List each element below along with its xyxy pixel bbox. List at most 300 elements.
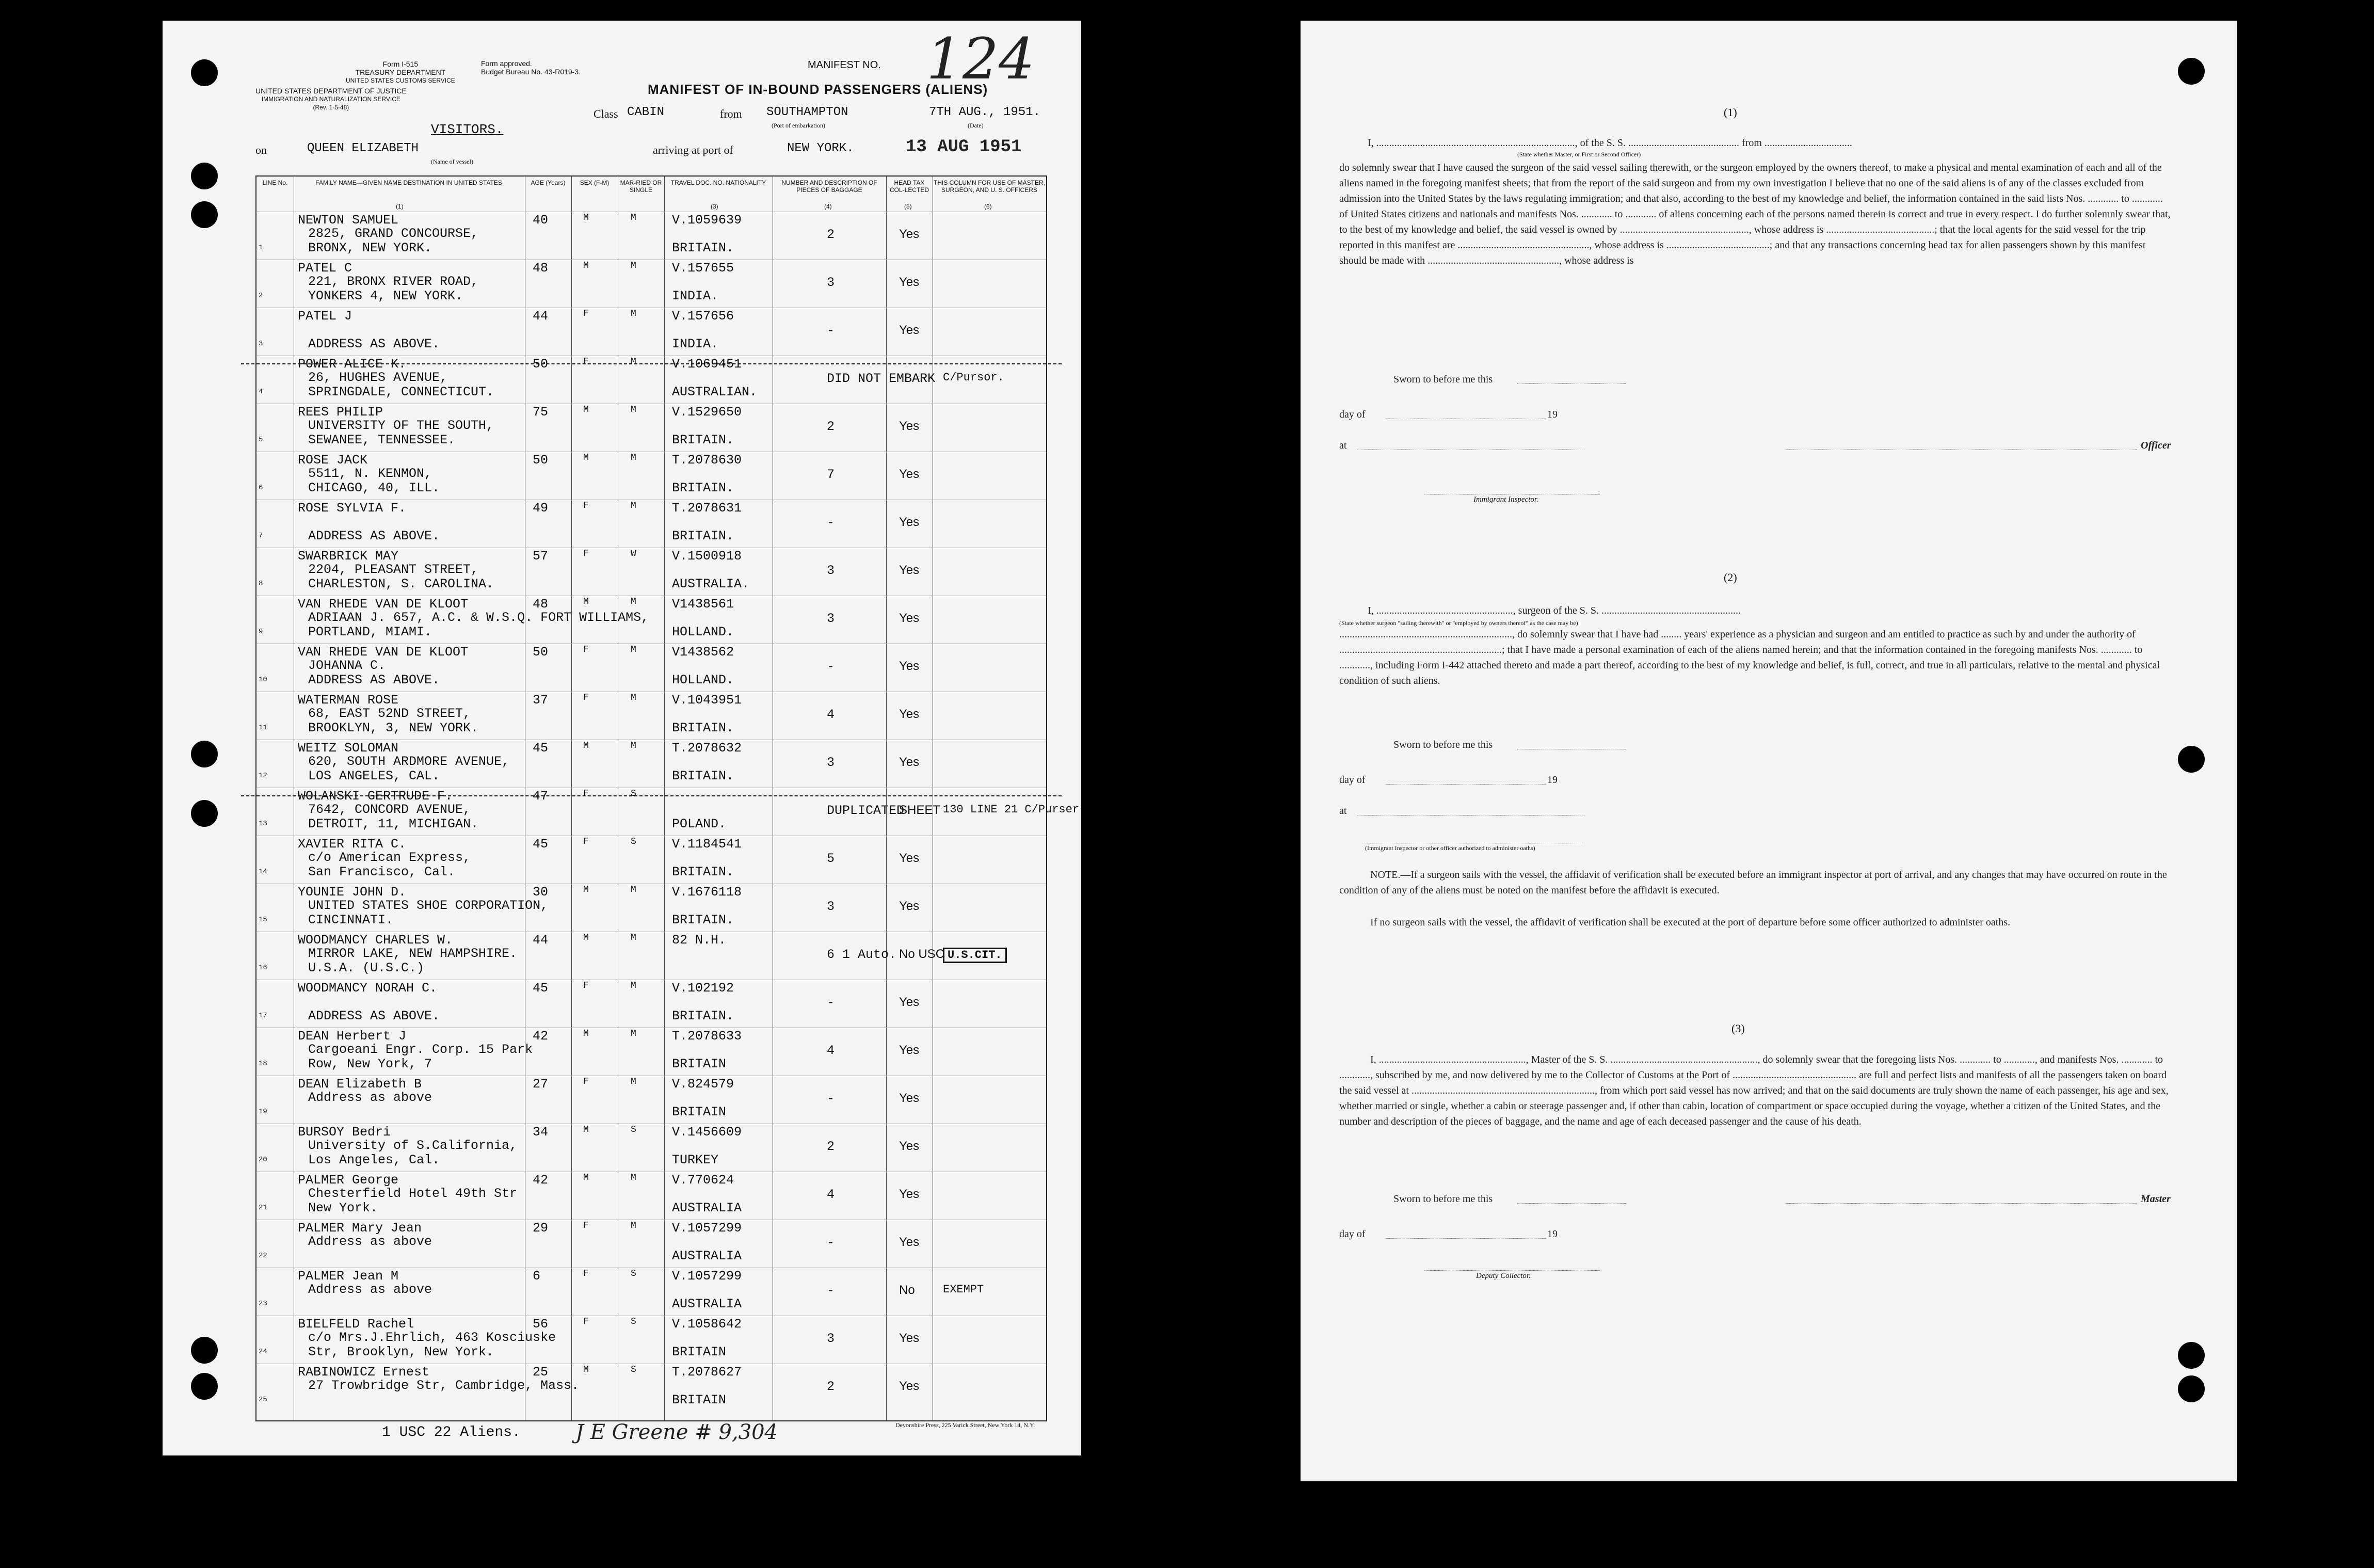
cell-tax: Yes bbox=[899, 1091, 920, 1105]
cell-addr2: CINCINNATI. bbox=[308, 913, 394, 927]
sworn-label-1: Sworn to before me this bbox=[1393, 374, 1493, 385]
header-married: MAR-RIED OR SINGLE bbox=[620, 179, 662, 194]
cell-age: 50 bbox=[533, 453, 549, 468]
cell-no: 23 bbox=[259, 1300, 267, 1308]
cell-doc: T.2078630 bbox=[672, 453, 742, 468]
year-2: 19 bbox=[1547, 774, 1558, 786]
cell-age: 25 bbox=[533, 1365, 549, 1380]
cell-age: 45 bbox=[533, 837, 549, 852]
cell-sex: F bbox=[583, 309, 589, 319]
cell-ctry: TURKEY bbox=[672, 1153, 719, 1167]
cell-ms: M bbox=[631, 213, 636, 223]
cell-ms: M bbox=[631, 741, 636, 751]
cell-no: 14 bbox=[259, 868, 267, 876]
cell-ctry: BRITAIN. bbox=[672, 913, 734, 927]
cell-doc: V.824579 bbox=[672, 1077, 734, 1092]
cell-doc: T.2078633 bbox=[672, 1029, 742, 1044]
cell-addr: 620, SOUTH ARDMORE AVENUE, bbox=[308, 754, 510, 769]
year-3: 19 bbox=[1547, 1228, 1558, 1240]
cell-no: 2 bbox=[259, 292, 263, 300]
col-number: (5) bbox=[904, 203, 912, 210]
cell-age: 56 bbox=[533, 1317, 549, 1332]
cell-ctry: INDIA. bbox=[672, 337, 719, 351]
cell-sex: M bbox=[583, 453, 589, 463]
cell-bag: - bbox=[827, 515, 835, 530]
form-header: Form I-515 TREASURY DEPARTMENT UNITED STATES CUSTOMS SERVICE bbox=[346, 60, 455, 84]
cell-tax: Yes bbox=[899, 611, 920, 625]
table-row bbox=[256, 1220, 1046, 1268]
visitors-label: VISITORS. bbox=[431, 122, 504, 137]
cell-ctry: AUSTRALIA bbox=[672, 1249, 742, 1263]
header-head-tax: HEAD TAX COL-LECTED bbox=[889, 179, 929, 194]
cell-addr2: New York. bbox=[308, 1201, 378, 1215]
cell-ctry: BRITAIN bbox=[672, 1057, 727, 1071]
cell-sex: F bbox=[583, 1077, 589, 1087]
cell-no: 1 bbox=[259, 244, 263, 252]
cell-no: 8 bbox=[259, 580, 263, 588]
cell-ms: M bbox=[631, 405, 636, 415]
cell-ms: S bbox=[631, 837, 636, 847]
cell-tax: Yes bbox=[899, 1379, 920, 1393]
cell-addr: c/o Mrs.J.Ehrlich, 463 Kosciuske bbox=[308, 1330, 556, 1345]
cell-tax: SHEET bbox=[899, 803, 941, 817]
cell-sex: F bbox=[583, 837, 589, 847]
cell-sex: M bbox=[583, 597, 589, 607]
cell-name: VAN RHEDE VAN DE KLOOT bbox=[298, 597, 469, 612]
cell-sex: M bbox=[583, 261, 589, 271]
cell-bag: - bbox=[827, 995, 835, 1010]
cell-addr2: SPRINGDALE, CONNECTICUT. bbox=[308, 385, 494, 399]
cell-doc: V.102192 bbox=[672, 981, 734, 996]
cell-bag: 5 bbox=[827, 851, 835, 866]
cell-sex: F bbox=[583, 1221, 589, 1231]
cell-bag: 2 bbox=[827, 419, 835, 434]
cell-bag: 2 bbox=[827, 227, 835, 242]
header-line-no: LINE No. bbox=[262, 179, 288, 186]
cell-addr2: Row, New York, 7 bbox=[308, 1057, 432, 1071]
cell-no: 5 bbox=[259, 436, 263, 444]
at-2: at bbox=[1339, 805, 1347, 817]
cell-addr: 221, BRONX RIVER ROAD, bbox=[308, 274, 479, 289]
cell-tax: Yes bbox=[899, 563, 920, 577]
cell-bag: 4 bbox=[827, 707, 835, 722]
cell-age: 48 bbox=[533, 597, 549, 612]
header-remarks: THIS COLUMN FOR USE OF MASTER, SURGEON, AND U. S. OFFICERS bbox=[934, 179, 1046, 194]
cell-bag: 4 bbox=[827, 1187, 835, 1202]
table-row bbox=[256, 548, 1046, 596]
cell-bag: 3 bbox=[827, 755, 835, 770]
note-no-surgeon: If no surgeon sails with the vessel, the affidavit of verification shall be executed at the port of departure before some officer authorized to administer oaths. bbox=[1370, 917, 2011, 928]
cell-ms: S bbox=[631, 1269, 636, 1279]
cell-ctry: INDIA. bbox=[672, 289, 719, 303]
cell-no: 10 bbox=[259, 676, 267, 684]
cell-no: 7 bbox=[259, 532, 263, 540]
cell-name: DEAN Elizabeth B bbox=[298, 1077, 422, 1092]
punch-hole bbox=[2178, 58, 2205, 85]
cell-no: 16 bbox=[259, 964, 267, 972]
cell-doc: T.2078632 bbox=[672, 741, 742, 756]
cell-name: BIELFELD Rachel bbox=[298, 1317, 414, 1332]
manifest-no-label: MANIFEST NO. bbox=[808, 59, 881, 71]
cell-addr2: CHICAGO, 40, ILL. bbox=[308, 481, 440, 495]
cell-ms: M bbox=[631, 693, 636, 703]
cell-sex: F bbox=[583, 645, 589, 655]
cell-age: 30 bbox=[533, 885, 549, 900]
cell-age: 75 bbox=[533, 405, 549, 420]
cell-sex: M bbox=[583, 741, 589, 751]
section-2-caption: (State whether surgeon "sailing therewith" or "employed by owners thereof" as the case may be) bbox=[1339, 619, 1578, 627]
cell-addr: 26, HUGHES AVENUE, bbox=[308, 370, 448, 385]
cell-no: 6 bbox=[259, 484, 263, 492]
cell-sex: F bbox=[583, 1317, 589, 1327]
cell-sex: F bbox=[583, 357, 589, 367]
cell-tax: Yes bbox=[899, 227, 920, 241]
day-of-1: day of bbox=[1339, 409, 1366, 420]
section-2-oath-line: I, ....................................................., surgeon of the S. S. ...................................................... bbox=[1368, 605, 1741, 616]
cell-sex: F bbox=[583, 501, 589, 511]
class-label: Class bbox=[594, 107, 618, 120]
cell-tax: Yes bbox=[899, 323, 920, 337]
cell-ctry: AUSTRALIA bbox=[672, 1297, 742, 1311]
cell-tax: Yes bbox=[899, 659, 920, 673]
cell-addr2: BROOKLYN, 3, NEW YORK. bbox=[308, 721, 479, 735]
cell-addr2: BRONX, NEW YORK. bbox=[308, 241, 432, 255]
cell-ms: M bbox=[631, 309, 636, 319]
cell-name: XAVIER RITA C. bbox=[298, 837, 407, 852]
cell-tax: Yes bbox=[899, 467, 920, 481]
port-embark: SOUTHAMPTON bbox=[766, 105, 848, 119]
passenger-table bbox=[255, 175, 1080, 1421]
cell-age: 57 bbox=[533, 549, 549, 564]
cell-ctry: BRITAIN. bbox=[672, 865, 734, 879]
sailing-date: 7TH AUG., 1951. bbox=[929, 105, 1041, 119]
cell-sex: F bbox=[583, 789, 589, 799]
cell-bag: 3 bbox=[827, 275, 835, 290]
page-title: MANIFEST OF IN-BOUND PASSENGERS (ALIENS) bbox=[648, 82, 988, 97]
cell-bag: - bbox=[827, 1283, 835, 1298]
cell-tax: Yes bbox=[899, 707, 920, 721]
col-number: (3) bbox=[711, 203, 718, 210]
cell-name: PATEL J bbox=[298, 309, 352, 324]
cell-ctry: BRITAIN bbox=[672, 1393, 727, 1407]
cell-bag: - bbox=[827, 659, 835, 674]
cell-name: ROSE SYLVIA F. bbox=[298, 501, 407, 516]
cell-tax: Yes bbox=[899, 851, 920, 865]
cell-sex: F bbox=[583, 981, 589, 991]
cell-no: 21 bbox=[259, 1204, 267, 1212]
vessel-caption: (Name of vessel) bbox=[431, 158, 473, 165]
table-row bbox=[256, 212, 1046, 260]
cell-no: 18 bbox=[259, 1060, 267, 1068]
cell-ms: M bbox=[631, 1029, 636, 1039]
cell-no: 25 bbox=[259, 1396, 267, 1404]
table-row bbox=[256, 452, 1046, 500]
punch-hole bbox=[2178, 746, 2205, 773]
table-row bbox=[256, 1172, 1046, 1220]
day-of-3: day of bbox=[1339, 1228, 1366, 1240]
cell-doc: V.1069451 bbox=[672, 357, 742, 372]
cell-addr: Cargoeani Engr. Corp. 15 Park bbox=[308, 1042, 533, 1057]
master-label: Master bbox=[2141, 1193, 2171, 1205]
cell-addr: University of S.California, bbox=[308, 1138, 518, 1153]
table-row bbox=[256, 356, 1046, 404]
strike-line bbox=[241, 795, 1062, 796]
cell-no: 12 bbox=[259, 772, 267, 780]
section-2-number: (2) bbox=[1724, 571, 1737, 584]
cell-bag: DUPLICATED bbox=[827, 803, 905, 818]
immigrant-inspector-caption: Immigrant Inspector. bbox=[1473, 495, 1538, 504]
cell-ms: M bbox=[631, 501, 636, 511]
cell-addr: ADRIAAN J. 657, A.C. & W.S.Q. FORT WILLIAMS, bbox=[308, 610, 649, 625]
cell-name: WOODMANCY CHARLES W. bbox=[298, 933, 453, 948]
cell-tax: Yes bbox=[899, 275, 920, 289]
cell-name: WOODMANCY NORAH C. bbox=[298, 981, 438, 996]
cell-name: PALMER George bbox=[298, 1173, 399, 1188]
cell-name: POWER ALICE K. bbox=[298, 357, 407, 372]
cell-name: WOLANSKI GERTRUDE F. bbox=[298, 789, 453, 804]
table-row bbox=[256, 692, 1046, 740]
cell-doc: V.1500918 bbox=[672, 549, 742, 564]
class-value: CABIN bbox=[627, 105, 665, 119]
cell-tax: Yes bbox=[899, 899, 920, 913]
cell-addr: 27 Trowbridge Str, Cambridge, Mass. bbox=[308, 1378, 580, 1393]
cell-addr: UNIVERSITY OF THE SOUTH, bbox=[308, 418, 494, 433]
cell-ctry: BRITAIN bbox=[672, 1105, 727, 1119]
cell-no: 17 bbox=[259, 1012, 267, 1020]
cell-ctry: AUSTRALIAN. bbox=[672, 385, 758, 399]
col-number: (4) bbox=[824, 203, 832, 210]
sworn-label-2: Sworn to before me this bbox=[1393, 739, 1493, 750]
cell-age: 49 bbox=[533, 501, 549, 516]
cell-ms: W bbox=[631, 549, 636, 559]
cell-tax: Yes bbox=[899, 1043, 920, 1057]
cell-no: 13 bbox=[259, 820, 267, 828]
cell-ctry: BRITAIN. bbox=[672, 769, 734, 783]
cell-ctry: HOLLAND. bbox=[672, 625, 734, 639]
cell-age: 6 bbox=[533, 1269, 541, 1284]
year-1: 19 bbox=[1547, 409, 1558, 420]
cell-ctry: BRITAIN. bbox=[672, 481, 734, 495]
cell-ms: M bbox=[631, 1221, 636, 1231]
cell-addr2: ADDRESS AS ABOVE. bbox=[308, 529, 440, 543]
cell-name: BURSOY Bedri bbox=[298, 1125, 391, 1140]
cell-addr2: DETROIT, 11, MICHIGAN. bbox=[308, 817, 479, 831]
deputy-collector-caption: Deputy Collector. bbox=[1476, 1272, 1531, 1280]
cell-addr2: SEWANEE, TENNESSEE. bbox=[308, 433, 456, 447]
cell-name: DEAN Herbert J bbox=[298, 1029, 407, 1044]
cell-ctry: BRITAIN. bbox=[672, 241, 734, 255]
table-row bbox=[256, 260, 1046, 308]
budget-info: Form approved. Budget Bureau No. 43-R019-3. bbox=[481, 59, 581, 76]
punch-hole bbox=[191, 201, 218, 228]
oath-page bbox=[1301, 21, 2237, 1481]
cell-name: VAN RHEDE VAN DE KLOOT bbox=[298, 645, 469, 660]
officer-signature: J E Greene # 9,304 bbox=[575, 1420, 778, 1444]
cell-tax: Yes bbox=[899, 1139, 920, 1153]
cell-ms: M bbox=[631, 885, 636, 895]
cell-bag: - bbox=[827, 1235, 835, 1250]
arrival-port: NEW YORK. bbox=[787, 141, 854, 155]
section-1-number: (1) bbox=[1724, 106, 1737, 119]
arriving-label: arriving at port of bbox=[653, 143, 733, 156]
cell-tax: Yes bbox=[899, 1187, 920, 1201]
sworn-label-3: Sworn to before me this bbox=[1393, 1193, 1493, 1205]
cell-addr2: ADDRESS AS ABOVE. bbox=[308, 1009, 440, 1023]
cell-addr2: Str, Brooklyn, New York. bbox=[308, 1345, 494, 1359]
cell-sex: M bbox=[583, 213, 589, 223]
justice-header: UNITED STATES DEPARTMENT OF JUSTICE IMMIGRATION AND NATURALIZATION SERVICE (Rev. 1-5-48) bbox=[255, 87, 407, 111]
cell-doc: V.1057299 bbox=[672, 1221, 742, 1236]
cell-tax: Yes bbox=[899, 755, 920, 769]
cell-ctry: HOLLAND. bbox=[672, 673, 734, 687]
cell-bag: - bbox=[827, 323, 835, 338]
cell-age: 29 bbox=[533, 1221, 549, 1236]
cell-no: 24 bbox=[259, 1348, 267, 1356]
cell-name: PATEL C bbox=[298, 261, 352, 276]
table-row bbox=[256, 1268, 1046, 1316]
cell-bag: 2 bbox=[827, 1139, 835, 1154]
cell-sex: M bbox=[583, 1125, 589, 1135]
cell-ms: M bbox=[631, 357, 636, 367]
cell-sex: M bbox=[583, 1029, 589, 1039]
cell-no: 20 bbox=[259, 1156, 267, 1164]
cell-doc: V.1043951 bbox=[672, 693, 742, 708]
cell-doc: V.157656 bbox=[672, 309, 734, 324]
cell-name: WEITZ SOLOMAN bbox=[298, 741, 399, 756]
cell-ms: M bbox=[631, 645, 636, 655]
cell-addr2: PORTLAND, MIAMI. bbox=[308, 625, 432, 639]
cell-ms: M bbox=[631, 1173, 636, 1183]
cell-addr2: U.S.A. (U.S.C.) bbox=[308, 961, 425, 975]
cell-bag: 4 bbox=[827, 1043, 835, 1058]
cell-bag: 7 bbox=[827, 467, 835, 482]
cell-ms: M bbox=[631, 453, 636, 463]
cell-name: RABINOWICZ Ernest bbox=[298, 1365, 430, 1380]
cell-addr2: San Francisco, Cal. bbox=[308, 865, 456, 879]
cell-remark: EXEMPT bbox=[943, 1283, 984, 1296]
day-of-2: day of bbox=[1339, 774, 1366, 786]
cell-age: 34 bbox=[533, 1125, 549, 1140]
cell-addr: 2204, PLEASANT STREET, bbox=[308, 562, 479, 577]
cell-age: 45 bbox=[533, 981, 549, 996]
cell-doc: T.2078631 bbox=[672, 501, 742, 516]
col-number: (6) bbox=[984, 203, 992, 210]
strike-line bbox=[241, 363, 1062, 364]
date-caption: (Date) bbox=[968, 122, 984, 129]
cell-no: 22 bbox=[259, 1252, 267, 1260]
cell-sex: M bbox=[583, 1173, 589, 1183]
cell-addr: 5511, N. KENMON, bbox=[308, 466, 432, 481]
cell-sex: F bbox=[583, 1269, 589, 1279]
header-doc: TRAVEL DOC. NO. NATIONALITY bbox=[670, 179, 766, 186]
cell-tax: Yes bbox=[899, 419, 920, 433]
col-number: (1) bbox=[396, 203, 404, 210]
table-row bbox=[256, 1076, 1046, 1124]
punch-hole bbox=[191, 1337, 218, 1364]
cell-doc: V.1676118 bbox=[672, 885, 742, 900]
table-row bbox=[256, 1316, 1046, 1364]
punch-hole bbox=[2178, 1375, 2205, 1402]
cell-addr: Address as above bbox=[308, 1282, 432, 1297]
cell-name: WATERMAN ROSE bbox=[298, 693, 399, 708]
table-row bbox=[256, 404, 1046, 452]
vessel-name: QUEEN ELIZABETH bbox=[307, 141, 419, 155]
cell-bag: 2 bbox=[827, 1379, 835, 1394]
table-row bbox=[256, 1364, 1046, 1412]
table-row bbox=[256, 644, 1046, 692]
cell-name: REES PHILIP bbox=[298, 405, 383, 420]
cell-bag: 3 bbox=[827, 899, 835, 914]
cell-ctry: AUSTRALIA bbox=[672, 1201, 742, 1215]
table-row bbox=[256, 740, 1046, 788]
cell-remark: U.S.CIT. bbox=[943, 948, 1007, 963]
cell-no: 3 bbox=[259, 340, 263, 348]
cell-addr: Chesterfield Hotel 49th Str bbox=[308, 1186, 518, 1201]
cell-tax: Yes bbox=[899, 1235, 920, 1249]
cell-age: 48 bbox=[533, 261, 549, 276]
table-row bbox=[256, 980, 1046, 1028]
cell-doc: V1438562 bbox=[672, 645, 734, 660]
cell-tax: No USC bbox=[899, 947, 945, 961]
from-label: from bbox=[720, 107, 742, 120]
cell-tax: Yes bbox=[899, 1331, 920, 1345]
cell-bag: - bbox=[827, 1091, 835, 1106]
officer-caption: (Immigrant Inspector or other officer authorized to administer oaths) bbox=[1365, 844, 1535, 852]
cell-no: 11 bbox=[259, 724, 267, 732]
cell-addr2: ADDRESS AS ABOVE. bbox=[308, 337, 440, 351]
punch-hole bbox=[191, 163, 218, 189]
manifest-number: 124 bbox=[926, 26, 1035, 92]
cell-age: 45 bbox=[533, 741, 549, 756]
table-row bbox=[256, 836, 1046, 884]
cell-no: 9 bbox=[259, 628, 263, 636]
cell-addr: c/o American Express, bbox=[308, 850, 471, 865]
cell-sex: M bbox=[583, 405, 589, 415]
cell-ctry: BRITAIN. bbox=[672, 721, 734, 735]
cell-bag: 3 bbox=[827, 1331, 835, 1346]
cell-no: 19 bbox=[259, 1108, 267, 1116]
table-row bbox=[256, 596, 1046, 644]
table-row bbox=[256, 884, 1046, 932]
cell-addr: JOHANNA C. bbox=[308, 658, 386, 673]
punch-hole bbox=[2178, 1342, 2205, 1369]
cell-doc: V.1184541 bbox=[672, 837, 742, 852]
cell-addr2: CHARLESTON, S. CAROLINA. bbox=[308, 577, 494, 591]
cell-bag: 3 bbox=[827, 563, 835, 578]
cell-addr2: Los Angeles, Cal. bbox=[308, 1153, 440, 1167]
table-body bbox=[256, 212, 1080, 1420]
cell-addr: Address as above bbox=[308, 1090, 432, 1105]
cell-name: NEWTON SAMUEL bbox=[298, 213, 399, 228]
cell-doc: T.2078627 bbox=[672, 1365, 742, 1380]
cell-ms: S bbox=[631, 1317, 636, 1327]
officer-label: Officer bbox=[2141, 440, 2171, 451]
cell-sex: F bbox=[583, 693, 589, 703]
arrival-stamp: 13 AUG 1951 bbox=[906, 137, 1022, 157]
manifest-page bbox=[163, 21, 1081, 1455]
printer-credit: Devonshire Press, 225 Varick Street, New York 14, N.Y. bbox=[895, 1421, 1035, 1429]
punch-hole bbox=[191, 741, 218, 767]
cell-ms: M bbox=[631, 981, 636, 991]
cell-name: YOUNIE JOHN D. bbox=[298, 885, 407, 900]
header-baggage: NUMBER AND DESCRIPTION OF PIECES OF BAGGAGE bbox=[781, 179, 877, 194]
section-2-oath-body: ..................................................................., do solemnly swear that I have had ........ years' experience as a physician and surgeon and am entitled to practice as such by and under the authority of ...............................................................; that I have made a personal examination of each of the aliens named herein; and that the information contained in the foregoing manifests Nos. ............ to ............, including Form I-442 attached thereto and made a part thereof, according to the best of my knowledge and belief, is full, correct, and true in all particulars, relative to the mental and physical condition of such aliens. bbox=[1339, 629, 2160, 686]
section-1-oath-line: I, ............................................................................., of the S. S. ........................................... from .................................. bbox=[1368, 137, 1852, 149]
cell-sex: M bbox=[583, 885, 589, 895]
cell-addr2: LOS ANGELES, CAL. bbox=[308, 769, 440, 783]
table-row bbox=[256, 788, 1080, 836]
cell-age: 50 bbox=[533, 357, 549, 372]
